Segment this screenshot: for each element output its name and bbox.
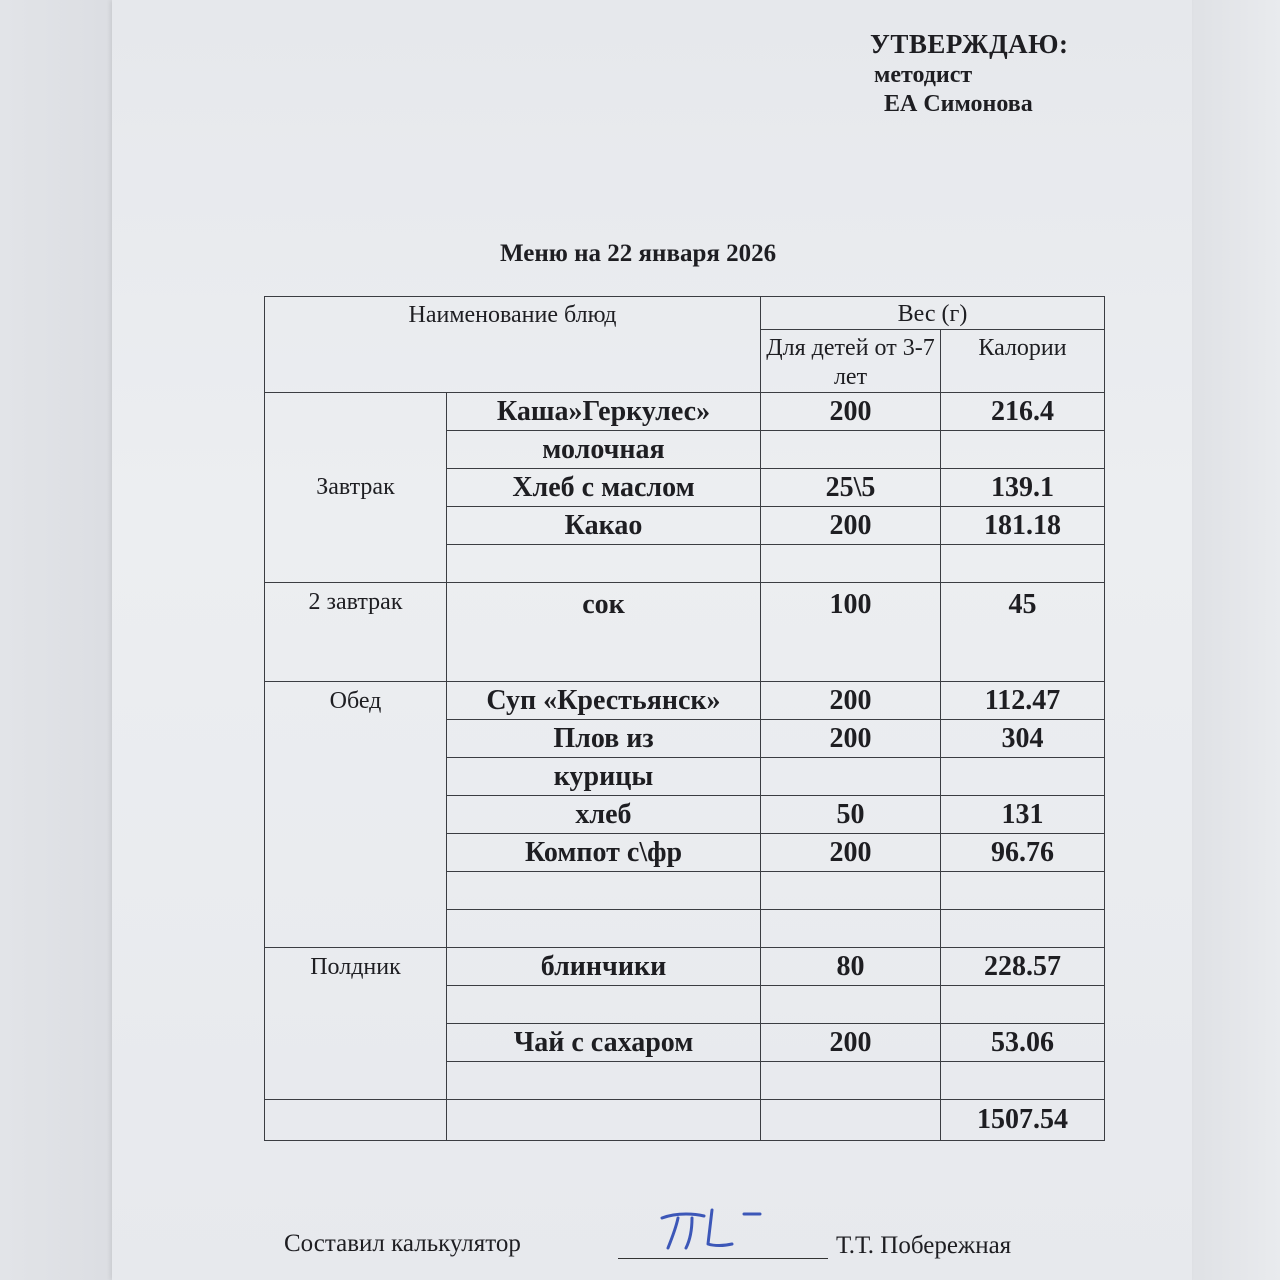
total-empty-cell (761, 1100, 941, 1141)
dish-cell: молочная (447, 431, 761, 469)
weight-cell (761, 431, 941, 469)
dish-cell: Хлеб с маслом (447, 469, 761, 507)
dish-cell: Каша»Геркулес» (447, 393, 761, 431)
meal-breakfast: Завтрак (265, 393, 447, 583)
paper-sheet (112, 0, 1192, 1280)
menu-title: Меню на 22 января 2026 (500, 240, 777, 267)
footer (284, 1230, 1184, 1270)
dish-cell: сок (447, 583, 761, 682)
weight-cell: 200 (761, 834, 941, 872)
weight-cell: 200 (761, 682, 941, 720)
calories-cell (941, 545, 1105, 583)
dish-cell: Чай с сахаром (447, 1024, 761, 1062)
weight-cell (761, 872, 941, 910)
weight-cell: 100 (761, 583, 941, 682)
meal-breakfast2: 2 завтрак (265, 583, 447, 682)
dish-cell (447, 872, 761, 910)
calories-cell: 96.76 (941, 834, 1105, 872)
calories-cell (941, 986, 1105, 1024)
approval-block (870, 28, 1069, 119)
calories-cell: 53.06 (941, 1024, 1105, 1062)
calories-cell: 45 (941, 583, 1105, 682)
calories-cell (941, 872, 1105, 910)
total-empty-cell (447, 1100, 761, 1141)
menu-table (264, 296, 1105, 1141)
table-row (265, 393, 1105, 431)
compiled-by-label: Составил калькулятор (284, 1230, 521, 1257)
weight-cell: 200 (761, 1024, 941, 1062)
calories-cell (941, 910, 1105, 948)
header-row (265, 297, 1105, 330)
dish-cell (447, 545, 761, 583)
calories-cell: 228.57 (941, 948, 1105, 986)
dish-cell (447, 1062, 761, 1100)
calories-cell: 181.18 (941, 507, 1105, 545)
dish-cell: Суп «Крестьянск» (447, 682, 761, 720)
header-children: Для детей от 3-7 лет (761, 330, 941, 393)
total-row (265, 1100, 1105, 1141)
weight-cell: 200 (761, 507, 941, 545)
calories-cell (941, 431, 1105, 469)
calories-cell: 112.47 (941, 682, 1105, 720)
calories-cell: 131 (941, 796, 1105, 834)
background-right (1190, 0, 1280, 1280)
dish-cell (447, 910, 761, 948)
calories-cell (941, 1062, 1105, 1100)
compiler-name: Т.Т. Побережная (836, 1232, 1012, 1259)
approval-name: ЕА Симонова (884, 91, 1033, 118)
total-empty-cell (265, 1100, 447, 1141)
weight-cell: 25\5 (761, 469, 941, 507)
approval-position: методист (874, 61, 973, 88)
dish-cell (447, 986, 761, 1024)
meal-lunch: Обед (265, 682, 447, 948)
weight-cell (761, 1062, 941, 1100)
weight-cell: 200 (761, 393, 941, 431)
meal-snack: Полдник (265, 948, 447, 1100)
weight-cell: 200 (761, 720, 941, 758)
dish-cell: хлеб (447, 796, 761, 834)
dish-cell: курицы (447, 758, 761, 796)
dish-cell: Какао (447, 507, 761, 545)
header-calories: Калории (941, 330, 1105, 393)
total-calories: 1507.54 (941, 1100, 1105, 1141)
weight-cell: 80 (761, 948, 941, 986)
weight-cell (761, 986, 941, 1024)
dish-cell: Компот с\фр (447, 834, 761, 872)
weight-cell (761, 545, 941, 583)
table-row (265, 682, 1105, 720)
signature-line (618, 1258, 828, 1259)
table-row (265, 948, 1105, 986)
table-row (265, 583, 1105, 682)
header-weight: Вес (г) (761, 297, 1105, 330)
weight-cell (761, 758, 941, 796)
approval-heading: УТВЕРЖДАЮ: (870, 29, 1069, 59)
calories-cell (941, 758, 1105, 796)
dish-cell: блинчики (447, 948, 761, 986)
calories-cell: 216.4 (941, 393, 1105, 431)
weight-cell: 50 (761, 796, 941, 834)
calories-cell: 139.1 (941, 469, 1105, 507)
header-dish-name: Наименование блюд (265, 297, 761, 393)
signature-mark (656, 1204, 786, 1254)
calories-cell: 304 (941, 720, 1105, 758)
weight-cell (761, 910, 941, 948)
dish-cell: Плов из (447, 720, 761, 758)
